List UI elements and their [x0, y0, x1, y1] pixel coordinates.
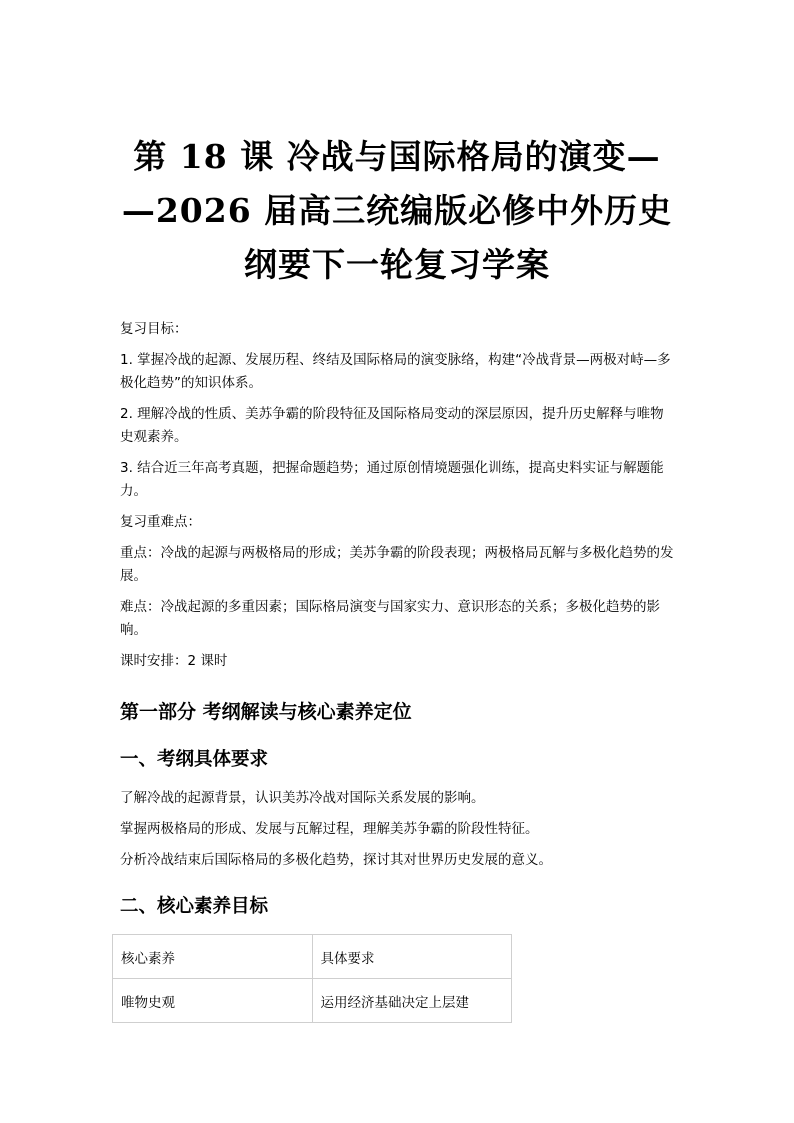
table-cell: 唯物史观 — [113, 979, 313, 1023]
title-line-3: 纲要下一轮复习学案 — [244, 245, 550, 284]
key-points-difficulty: 难点：冷战起源的多重因素；国际格局演变与国家实力、意识形态的关系；多极化趋势的影响。 — [120, 599, 660, 638]
section2-heading: 二、核心素养目标 — [120, 896, 269, 917]
section1-heading: 一、考纲具体要求 — [120, 749, 269, 770]
part1-heading: 第一部分 考纲解读与核心素养定位 — [120, 701, 412, 723]
table-header-row — [113, 935, 512, 979]
key-points-label: 复习重难点： — [120, 514, 201, 530]
title-line-1: 第 18 课 冷战与国际格局的演变— — [133, 137, 661, 176]
requirement-3: 分析冷战结束后国际格局的多极化趋势，探讨其对世界历史发展的意义。 — [120, 852, 552, 868]
schedule: 课时安排：2 课时 — [120, 653, 228, 669]
key-points-focus: 重点：冷战的起源与两极格局的形成；美苏争霸的阶段表现；两极格局瓦解与多极化趋势的发展。 — [120, 545, 674, 584]
table-header-cell: 具体要求 — [312, 935, 512, 979]
table-header-cell: 核心素养 — [113, 935, 313, 979]
requirement-1: 了解冷战的起源背景，认识美苏冷战对国际关系发展的影响。 — [120, 790, 485, 806]
requirement-2: 掌握两极格局的形成、发展与瓦解过程，理解美苏争霸的阶段性特征。 — [120, 821, 539, 837]
document-title — [120, 0, 674, 292]
core-literacy-table — [112, 934, 512, 1023]
review-goal-1: 1. 掌握冷战的起源、发展历程、终结及国际格局的演变脉络，构建“冷战背景—两极对峙—多极化趋势”的知识体系。 — [120, 352, 671, 391]
table-cell: 运用经济基础决定上层建 — [312, 979, 512, 1023]
review-goal-3: 3. 结合近三年高考真题，把握命题趋势；通过原创情境题强化训练，提高史料实证与解题能力。 — [120, 460, 664, 499]
review-goal-2: 2. 理解冷战的性质、美苏争霸的阶段特征及国际格局变动的深层原因，提升历史解释与唯物史观素养。 — [120, 406, 664, 445]
review-goals-label: 复习目标： — [120, 321, 188, 337]
table-row — [113, 979, 512, 1023]
title-line-2: —2026 届高三统编版必修中外历史 — [121, 191, 673, 230]
